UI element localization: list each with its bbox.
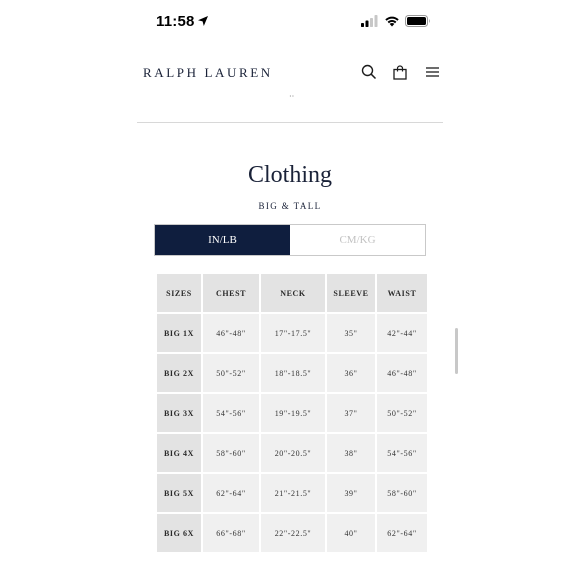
sleeve-cell: 39"	[327, 474, 375, 512]
table-row	[157, 354, 427, 392]
row-size-label: BIG 4X	[157, 434, 201, 472]
column-header-chest: CHEST	[203, 274, 259, 312]
page-title: Clothing	[247, 162, 332, 188]
table-row	[157, 394, 427, 432]
cellular-signal-icon	[361, 15, 378, 27]
waist-cell: 50"-52"	[377, 394, 427, 432]
shopping-bag-button[interactable]	[389, 61, 411, 83]
status-bar	[137, 12, 443, 34]
column-header-neck: NECK	[261, 274, 325, 312]
neck-cell: 22"-22.5"	[261, 514, 325, 552]
chest-cell: 58"-60"	[203, 434, 259, 472]
search-button[interactable]	[358, 61, 380, 83]
menu-icon	[425, 66, 440, 78]
row-size-label: BIG 6X	[157, 514, 201, 552]
column-header-sizes: SIZES	[157, 274, 201, 312]
unit-option-in-lb[interactable]: IN/LB	[155, 225, 290, 255]
waist-cell: 42"-44"	[377, 314, 427, 352]
column-header-sleeve: SLEEVE	[327, 274, 375, 312]
unit-toggle	[154, 224, 426, 256]
table-row	[157, 514, 427, 552]
brand-logo[interactable]: RALPH LAUREN	[143, 65, 273, 80]
menu-button[interactable]	[421, 61, 443, 83]
sleeve-cell: 36"	[327, 354, 375, 392]
row-size-label: BIG 1X	[157, 314, 201, 352]
sleeve-cell: 38"	[327, 434, 375, 472]
column-header-waist: WAIST	[377, 274, 427, 312]
sleeve-cell: 35"	[327, 314, 375, 352]
row-size-label: BIG 2X	[157, 354, 201, 392]
scroll-hint: ··	[289, 92, 295, 101]
neck-cell: 17"-17.5"	[261, 314, 325, 352]
waist-cell: 46"-48"	[377, 354, 427, 392]
sleeve-cell: 40"	[327, 514, 375, 552]
shopping-bag-icon	[393, 65, 407, 80]
chest-cell: 50"-52"	[203, 354, 259, 392]
waist-cell: 54"-56"	[377, 434, 427, 472]
chest-cell: 54"-56"	[203, 394, 259, 432]
row-size-label: BIG 3X	[157, 394, 201, 432]
chest-cell: 62"-64"	[203, 474, 259, 512]
page-subtitle: BIG & TALL	[258, 201, 322, 211]
size-chart-table	[155, 272, 429, 554]
header-divider	[137, 122, 443, 123]
table-row	[157, 474, 427, 512]
unit-option-cm-kg[interactable]: CM/KG	[290, 225, 425, 255]
scrollbar-thumb[interactable]	[455, 328, 458, 374]
location-arrow-icon	[197, 15, 209, 27]
chest-cell: 66"-68"	[203, 514, 259, 552]
neck-cell: 20"-20.5"	[261, 434, 325, 472]
search-icon	[361, 64, 377, 80]
status-time: 11:58	[156, 13, 195, 30]
neck-cell: 18"-18.5"	[261, 354, 325, 392]
neck-cell: 19"-19.5"	[261, 394, 325, 432]
battery-icon	[405, 15, 431, 27]
row-size-label: BIG 5X	[157, 474, 201, 512]
waist-cell: 62"-64"	[377, 514, 427, 552]
waist-cell: 58"-60"	[377, 474, 427, 512]
sleeve-cell: 37"	[327, 394, 375, 432]
table-row	[157, 434, 427, 472]
site-header	[137, 52, 443, 92]
neck-cell: 21"-21.5"	[261, 474, 325, 512]
table-row	[157, 314, 427, 352]
wifi-icon	[384, 14, 400, 27]
chest-cell: 46"-48"	[203, 314, 259, 352]
table-header-row	[157, 274, 427, 312]
